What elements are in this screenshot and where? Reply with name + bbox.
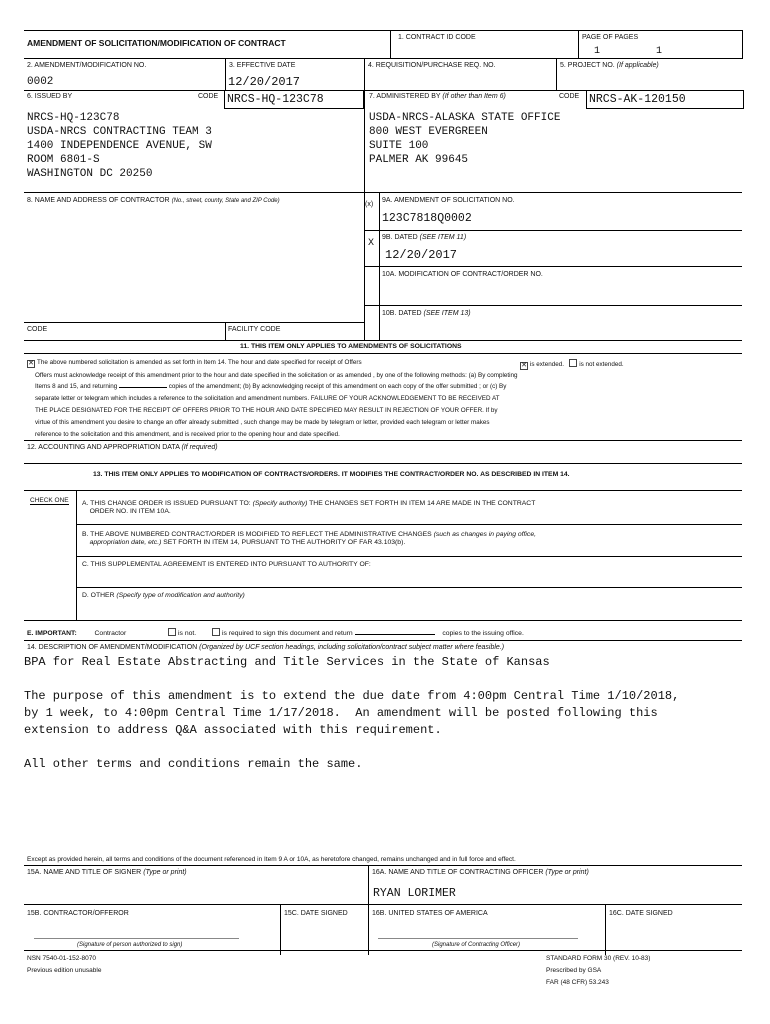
item13d-text: D. OTHER (Specify type of modification and authority) <box>82 592 245 599</box>
facility-code-label: FACILITY CODE <box>228 326 281 333</box>
form-title: AMENDMENT OF SOLICITATION/MODIFICATION OF CONTRACT <box>27 38 286 48</box>
accounting-data-label: 12. ACCOUNTING AND APPROPRIATION DATA (If required) <box>27 444 218 451</box>
except-text: Except as provided herein, all terms and conditions of the document referenced in Item 9 A or 10A, as heretofore changed, remains unchanged and in full force and effect. <box>27 856 516 863</box>
officer-date-label: 16C. DATE SIGNED <box>609 910 673 917</box>
item11-amended-checkbox[interactable]: ✕ <box>28 360 34 367</box>
administered-by-address: USDA-NRCS-ALASKA STATE OFFICE 800 WEST EVERGREEN SUITE 100 PALMER AK 99645 <box>369 112 561 166</box>
contractor-code-label: CODE <box>27 326 48 333</box>
solicitation-check-mark: X <box>368 238 375 249</box>
issued-by-code-label: CODE <box>198 93 219 100</box>
item13c-text: C. THIS SUPPLEMENTAL AGREEMENT IS ENTERED INTO PURSUANT TO AUTHORITY OF: <box>82 561 371 568</box>
item11-line6: virtue of this amendment you desire to change an offer already submitted , such change may be made by telegram or letter, provided each telegram or letter makes <box>35 419 490 426</box>
is-required-checkbox[interactable] <box>212 628 220 636</box>
administered-by-label: 7. ADMINISTERED BY (If other than Item 6) <box>369 93 506 100</box>
item13-header: 13. THIS ITEM ONLY APPLIES TO MODIFICATION OF CONTRACTS/ORDERS. IT MODIFIES THE CONTRACT/ORDER NO. AS DESCRIBED IN ITEM 14. <box>93 471 570 478</box>
item11-line7: reference to the solicitation and this amendment, and is received prior to the opening hour and date specified. <box>35 431 340 438</box>
is-not-checkbox[interactable] <box>168 628 176 636</box>
item11-line3: Items 8 and 15, and returning copies of the amendment; (b) By acknowledging receipt of this amendment on each copy of the offer submitted ; or (c) By <box>35 383 507 390</box>
extended-checkbox[interactable]: ✕ <box>521 362 527 369</box>
signer-name-label: 15A. NAME AND TITLE OF SIGNER (Type or print) <box>27 869 187 876</box>
issued-by-address: NRCS-HQ-123C78 USDA-NRCS CONTRACTING TEAM 3 1400 INDEPENDENCE AVENUE, SW ROOM 6801-S WASHINGTON DC 20250 <box>27 112 212 180</box>
contractor-offeror-label: 15B. CONTRACTOR/OFFEROR <box>27 910 129 917</box>
modification-no-label: 10A. MODIFICATION OF CONTRACT/ORDER NO. <box>382 271 543 278</box>
contract-id-label: 1. CONTRACT ID CODE <box>398 34 476 41</box>
solicitation-no-label: 9A. AMENDMENT OF SOLICITATION NO. <box>382 197 515 204</box>
effective-date-label: 3. EFFECTIVE DATE <box>229 62 296 69</box>
far-label: FAR (48 CFR) 53.243 <box>546 979 609 986</box>
item13a-text: A. THIS CHANGE ORDER IS ISSUED PURSUANT TO: (Specify authority) THE CHANGES SET FORTH IN ITEM 14 ARE MADE IN THE CONTRACT ORDER NO. IN ITEM 10A. <box>82 500 536 516</box>
not-extended-checkbox[interactable] <box>569 359 577 367</box>
issued-by-label: 6. ISSUED BY <box>27 93 73 100</box>
contractor-date-label: 15C. DATE SIGNED <box>284 910 348 917</box>
item11-line2: Offers must acknowledge receipt of this amendment prior to the hour and date specified in the solicitation or as amended , by one of the following methods: (a) By completing <box>35 372 518 379</box>
nsn-label: NSN 7540-01-152-8070 <box>27 955 97 962</box>
contractor-label: 8. NAME AND ADDRESS OF CONTRACTOR (No., street, county, State and ZIP Code) <box>27 197 280 204</box>
item11-header: 11. THIS ITEM ONLY APPLIES TO AMENDMENTS OF SOLICITATIONS <box>240 343 462 350</box>
administered-by-code-value: NRCS-AK-120150 <box>589 93 686 106</box>
administered-by-code-label: CODE <box>559 93 580 100</box>
united-states-label: 16B. UNITED STATES OF AMERICA <box>372 910 488 917</box>
prescribed-label: Prescribed by GSA <box>546 967 602 974</box>
page-total: 1 <box>656 46 663 57</box>
important-row: E. IMPORTANT: Contractor is not. is required to sign this document and return copies to the issuing office. <box>27 630 524 637</box>
requisition-label: 4. REQUISITION/PURCHASE REQ. NO. <box>368 62 496 69</box>
issued-by-code-value: NRCS-HQ-123C78 <box>227 93 324 106</box>
item11-extended-options: ✕ is extended. is not extended. <box>521 361 624 369</box>
amendment-no-value: 0002 <box>27 76 54 88</box>
page-label: PAGE OF PAGES <box>582 34 639 41</box>
check-one-label: CHECK ONE <box>30 497 69 504</box>
contractor-signature-label: (Signature of person authorized to sign) <box>77 942 183 948</box>
officer-name-label: 16A. NAME AND TITLE OF CONTRACTING OFFICER (Type or print) <box>372 869 589 876</box>
item11-line4: separate letter or telegram which includes a reference to the solicitation and amendment numbers. FAILURE OF YOUR ACKNOWLEDGEMENT TO BE RECEIVED AT <box>35 395 500 402</box>
item13b-text: B. THE ABOVE NUMBERED CONTRACT/ORDER IS MODIFIED TO REFLECT THE ADMINISTRATIVE CHANGES (such as changes in paying office, appropriation date, etc.) SET FORTH IN ITEM 14, PURSUANT TO THE AUTHORITY OF FAR 43.103(b). <box>82 531 537 547</box>
previous-edition-label: Previous edition unusable <box>27 967 102 974</box>
standard-form-label: STANDARD FORM 30 (REV. 10-83) <box>546 955 651 962</box>
description-text: BPA for Real Estate Abstracting and Title Services in the State of Kansas The purpose of this amendment is to extend the due date from 4:00pm Central Time 1/10/2018, by 1 week, to 4:00pm Central Time 1/17/2018. An amendment will be posted following this extension to address Q&A associated with this requirement. All other terms and conditions remain the same. <box>24 655 680 771</box>
solicitation-dated-value: 12/20/2017 <box>385 248 458 262</box>
solicitation-dated-label: 9B. DATED (SEE ITEM 11) <box>382 234 467 241</box>
item11-line5: THE PLACE DESIGNATED FOR THE RECEIPT OF OFFERS PRIOR TO THE HOUR AND DATE SPECIFIED MAY RESULT IN REJECTION OF YOUR OFFER. If by <box>35 407 498 414</box>
item11-line1: ✕ The above numbered solicitation is amended as set forth in Item 14. The hour and date specified for receipt of Offers <box>28 359 362 367</box>
solicitation-no-value: 123C7818Q0002 <box>382 212 472 225</box>
project-no-label: 5. PROJECT NO. (If applicable) <box>560 62 659 69</box>
officer-signature-label: (Signature of Contracting Officer) <box>432 942 521 948</box>
effective-date-value: 12/20/2017 <box>228 75 301 89</box>
amendment-no-label: 2. AMENDMENT/MODIFICATION NO. <box>27 62 147 69</box>
description-label: 14. DESCRIPTION OF AMENDMENT/MODIFICATION (Organized by UCF section headings, including solicitation/contract subject matter where feasible.) <box>27 644 505 651</box>
x-mark-label: (x) <box>365 201 374 208</box>
page-number: 1 <box>594 46 601 57</box>
modification-dated-label: 10B. DATED (SEE ITEM 13) <box>382 310 471 317</box>
officer-name-value: RYAN LORIMER <box>373 887 456 900</box>
